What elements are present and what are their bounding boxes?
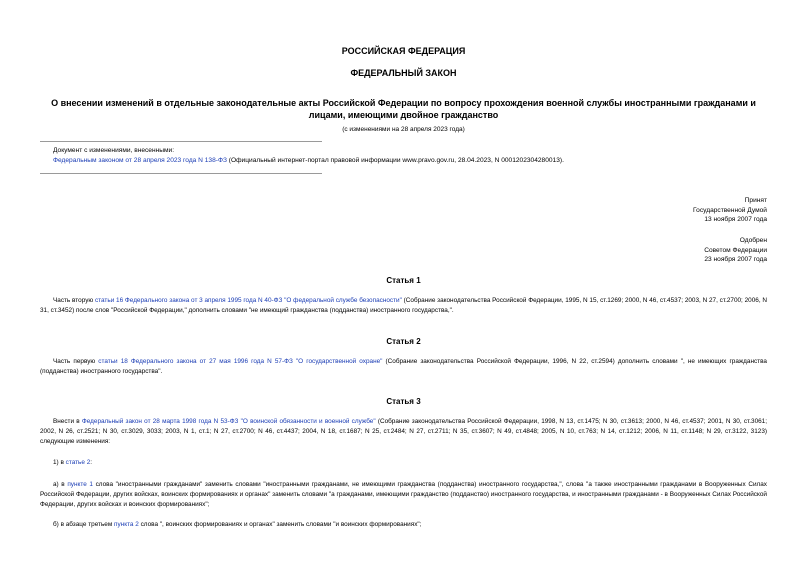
item-1-suffix: : [90,459,93,466]
article-3-link[interactable]: Федеральный закон от 28 марта 1998 года N 53-ФЗ "О воинской обязанности и военной службе" [81,418,376,425]
amendment-note [53,146,773,166]
item-a [40,480,767,510]
article-2-text [40,357,767,377]
article-2-heading: Статья 2 [386,337,421,346]
article-2-suffix: (Собрание законодательства Российской Федерации, 1996, N 22, ст.2594) дополнить словами ", не имеющих гражданства (подданства) иностранного государства". [40,358,767,375]
accepted-block [693,196,767,225]
accepted-line-2: Государственной Думой [693,206,767,214]
item-1 [40,458,767,468]
approved-block [704,236,767,265]
item-b-suffix: слова ", воинских формированиях и органах" заменить словами "и воинских формированиях"; [138,521,422,528]
revision-note: (с изменениями на 28 апреля 2023 года) [342,126,465,133]
item-a-link[interactable]: пункте 1 [67,481,93,488]
article-3-text [40,417,767,447]
law-type-heading: ФЕДЕРАЛЬНЫЙ ЗАКОН [350,68,457,78]
item-b-prefix: б) в абзаце третьем [53,521,115,528]
country-heading: РОССИЙСКАЯ ФЕДЕРАЦИЯ [341,46,466,56]
accepted-line-3: 13 ноября 2007 года [704,216,767,224]
article-1-prefix: Часть вторую [53,297,95,304]
approved-line-3: 23 ноября 2007 года [704,256,767,264]
amendment-note-line [53,156,773,166]
article-1-link[interactable]: статьи 16 Федерального закона от 3 апреля 1995 года N 40-ФЗ "О федеральной службе безопасности" [94,297,402,304]
article-3-heading: Статья 3 [386,397,421,406]
item-a-suffix: слова "иностранными гражданами" заменить словами "иностранными гражданами, не имеющими гражданства (подданства) иностранного государства,", слова "а также иностранными гражданами в Вооруженных Силах Российской Федерации, других войсках, воинских формированиях и органах" заменить словами "а гражданами, имеющими гражданство (подданство) иностранного государства, и иностранными гражданами - в Вооруженных Силах Российской Федерации, других войсках и воинских формированиях"; [40,481,767,508]
article-1-suffix: (Собрание законодательства Российской Федерации, 1995, N 15, ст.1269; 2000, N 46, ст.4537; 2003, N 27, ст.2700; 2006, N 31, ст.3452) после слов "Российской Федерации," дополнить словами "не имеющий гражданства (подданства) иностранного государства,". [40,297,768,314]
item-1-prefix: 1) в [53,459,66,466]
article-1-heading: Статья 1 [386,276,421,285]
item-b [40,520,767,530]
item-b-link[interactable]: пункта 2 [114,521,139,528]
article-2-link[interactable]: статьи 18 Федерального закона от 27 мая 1996 года N 57-ФЗ "О государственной охране" [98,358,383,365]
item-a-prefix: а) в [53,481,68,488]
divider-bottom [40,173,322,174]
accepted-line-1: Принят [744,197,767,204]
article-3-suffix: (Собрание законодательства Российской Федерации, 1998, N 13, ст.1475; N 30, ст.3613; 2000, N 46, ст.4537; 2001, N 30, ст.3061; 2002, N 26, ст.2521; N 30, ст.3029, 3033; 2003, N 1, ст.1; N 27, ст.2700; N 46, ст.4437; 2004, N 18, ст.1687; N 25, ст.2484; N 27, ст.2711; N 35, ст.3607; N 49, ст.4848; 2005, N 10, ст.763; N 14, ст.1212; 2006, N 11, ст.1148; N 29, ст.3122, 3123) следующие изменения: [40,418,768,445]
amendment-law-link[interactable]: Федеральным законом от 28 апреля 2023 года N 138-ФЗ [53,157,227,164]
article-1-text [40,296,767,316]
approved-line-1: Одобрен [739,237,767,244]
divider-top [40,141,322,142]
article-3-prefix: Внести в [53,418,82,425]
law-title: О внесении изменений в отдельные законодательные акты Российской Федерации по вопросу прохождения военной службы иностранными гражданами и лицами, имеющими двойное гражданство [51,98,756,120]
item-1-link[interactable]: статье 2 [65,459,91,466]
approved-line-2: Советом Федерации [704,246,767,254]
amendment-note-suffix: (Официальный интернет-портал правовой информации www.pravo.gov.ru, 28.04.2023, N 0001202304280013). [226,157,564,164]
article-2-prefix: Часть первую [53,358,99,365]
amendment-note-label: Документ с изменениями, внесенными: [53,147,175,154]
